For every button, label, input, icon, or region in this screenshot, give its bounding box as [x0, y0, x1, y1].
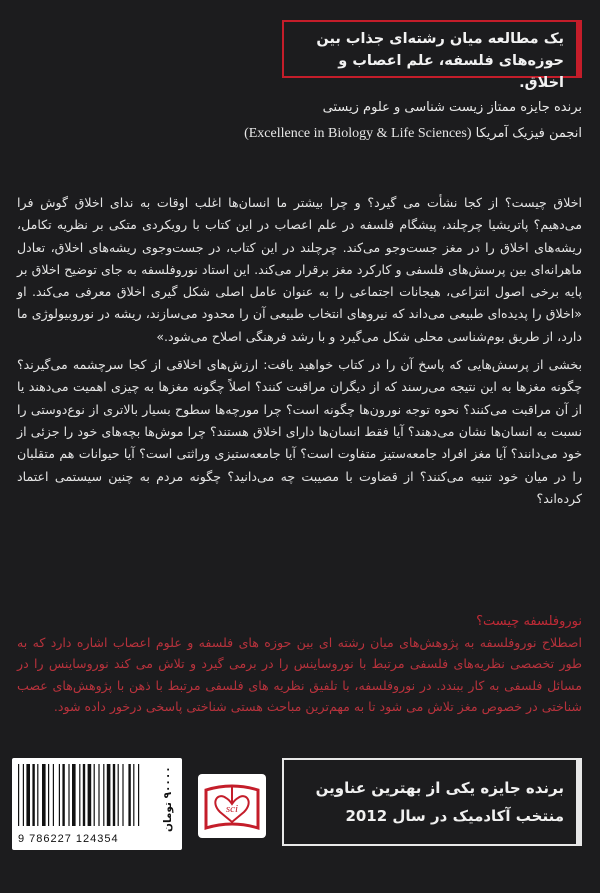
- description: [17, 192, 582, 510]
- tagline-box: [282, 20, 582, 91]
- footer-award-box: [282, 758, 582, 846]
- section-text: [17, 632, 582, 718]
- tagline-line-1: یک مطالعه میان رشته‌ای جذاب بین: [316, 31, 564, 47]
- award-line-2: [17, 121, 582, 147]
- barcode-icon: [14, 764, 164, 836]
- tagline-line-2: حوزه‌های فلسفه، علم اعصاب و اخلاق.: [338, 53, 564, 91]
- section-paragraph: اصطلاح نوروفلسفه به پژوهش‌های میان رشته ای بین حوزه های فلسفه و علوم اعصاب اشاره دارد که به طور تخصصی نظریه‌های فلسفی مرتبط با نوروساینس را در برمی گیرد و تلاش می کند نوروساینس را در مسائل فلسفی به کار ببندد. در نوروفلسفه، با تلفیق نظریه های فلسفی مرتبط با ذهن با پژوهش‌های عصب شناختی در خصوص مغز تلاش می شود تا به مهم‌ترین مباحث هستی شناختی پاسخی درخور داده شود.: [17, 635, 582, 715]
- publisher-logo-icon: [196, 772, 268, 842]
- footer-award-line-2: منتخب آکادمیک در سال 2012: [345, 807, 564, 825]
- barcode: [12, 758, 182, 850]
- award-org-fa: انجمن فیزیک آمریکا: [475, 126, 582, 141]
- isbn-number: 9 786227 124354: [18, 833, 119, 845]
- section-title: نوروفلسفه چیست؟: [476, 614, 582, 629]
- description-paragraph-1: اخلاق چیست؟ از کجا نشأت می گیرد؟ و چرا بیشتر ما انسان‌ها اغلب اوقات به ندای اخلاق گوش فرا می‌دهیم؟ پاتریشیا چرچلند، پیشگام فلسفه در علم اعصاب در این کتاب با رویکردی متکی بر نظریه تکامل، ریشه‌های اخلاق را در مغز جست‌وجو می‌کند. چرچلند در این کتاب، در جست‌وجوی ریشه‌های اخلاق، تعادل ماهرانه‌ای بین پرسش‌های فلسفی و کارکرد مغز برقرار می‌کند. این استاد نوروفلسفه به جای توضیح اخلاق بر پایه برخی اصول انتزاعی، هیجانات اجتماعی را به عنوان عامل اصلی شکل گیری اخلاق معرفی می‌کند. او «اخلاق را پدیده‌ای طبیعی می‌داند که نیروهای انتخاب طبیعی آن را محدود می‌سازند، ریشه در نوروبیولوژی ما دارد، از طریق بوم‌شناسی محلی شکل می‌گیرد و با رشد فرهنگی اصلاح می‌شود.»: [17, 195, 582, 344]
- award-org-en: (Excellence in Biology & Life Sciences): [244, 126, 472, 141]
- description-paragraph-2: بخشی از پرسش‌هایی که پاسخ آن را در کتاب خواهید یافت: ارزش‌های اخلاقی از کجا سرچشمه می‌گیرند؟ چگونه مغزها به این نتیجه می‌رسند که از دیگران مراقبت کنند؟ اصلاً چگونه مغزها به چیزی اهمیت می‌دهند یا از آن مراقبت می‌کنند؟ نحوه توجه نورون‌ها چگونه است؟ چرا مورچه‌ها سطوح بسیار بالاتری از نوع‌دوستی را نسبت به انسان‌ها نشان می‌دهند؟ آیا فقط انسان‌ها دارای اخلاق هستند؟ چرا موش‌ها بچه‌های خود را جزئی از خود می‌دانند؟ آیا مغز افراد جامعه‌ستیز متفاوت است؟ آیا جامعه‌ستیزی وراثتی است؟ آیا حیوانات هم متقلبان را در میان خود تنبیه می‌کنند؟ از قضاوت با مصیبت چه می‌دانید؟ چگونه مردم به چنین سیستمی اعتماد کرده‌اند؟: [17, 357, 582, 506]
- footer-award-line-1: برنده جایزه یکی از بهترین عناوین: [315, 779, 564, 797]
- footer: [0, 758, 600, 893]
- award-line-1: برنده جایزه ممتاز زیست شناسی و علوم زیستی: [322, 100, 582, 115]
- publisher-logo-text: sci: [225, 803, 239, 815]
- award-block: [17, 95, 582, 147]
- price-label: ۹۰۰۰۰ تومان: [162, 766, 174, 832]
